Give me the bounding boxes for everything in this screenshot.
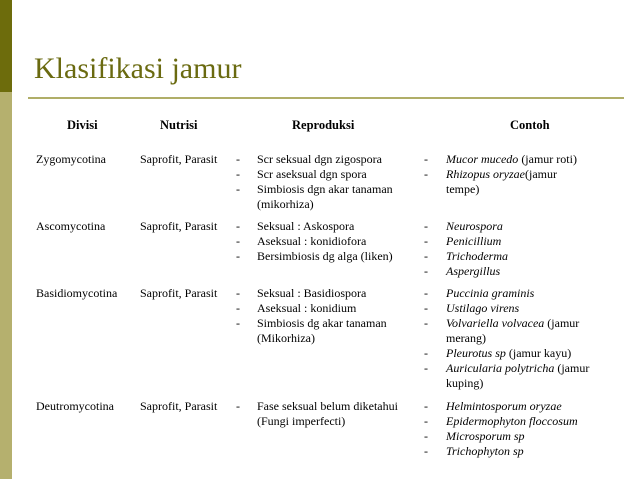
species-name: Puccinia graminis: [446, 286, 535, 300]
bullet-dash: -: [236, 152, 240, 166]
reproduksi-item: Aseksual : konidiofora: [257, 234, 367, 248]
cell-divisi: Deutromycotina: [36, 399, 114, 413]
bullet-dash: -: [236, 167, 240, 181]
bullet-dash: -: [236, 182, 240, 196]
contoh-item: [446, 331, 486, 346]
cell-divisi: Zygomycotina: [36, 152, 106, 166]
contoh-item: [446, 316, 579, 331]
cell-divisi: Basidiomycotina: [36, 286, 118, 300]
bullet-dash: -: [236, 399, 240, 413]
bullet-dash: -: [424, 264, 428, 278]
species-note: kuping): [446, 376, 484, 390]
reproduksi-item: (mikorhiza): [257, 197, 314, 211]
bullet-dash: -: [236, 219, 240, 233]
bullet-dash: -: [424, 316, 428, 330]
species-name: Aspergillus: [446, 264, 501, 278]
reproduksi-item: Bersimbiosis dg alga (liken): [257, 249, 393, 263]
contoh-item: [446, 286, 534, 301]
bullet-dash: -: [424, 152, 428, 166]
species-name: Trichoderma: [446, 249, 509, 263]
reproduksi-item: (Mikorhiza): [257, 331, 315, 345]
contoh-item: [446, 234, 501, 249]
species-note: merang): [446, 331, 486, 345]
contoh-item: [446, 152, 577, 167]
contoh-item: [446, 444, 524, 459]
bullet-dash: -: [424, 301, 428, 315]
header-reproduksi: Reproduksi: [292, 118, 355, 132]
species-name: Microsporum sp: [446, 429, 525, 443]
species-name: Volvariella volvacea: [446, 316, 545, 330]
reproduksi-item: (Fungi imperfecti): [257, 414, 346, 428]
reproduksi-item: Scr aseksual dgn spora: [257, 167, 367, 181]
reproduksi-item: Simbiosis dgn akar tanaman: [257, 182, 393, 196]
bullet-dash: -: [236, 234, 240, 248]
species-name: Neurospora: [446, 219, 503, 233]
sidebar-light-segment: [0, 92, 12, 479]
bullet-dash: -: [424, 346, 428, 360]
species-name: Auricularia polytricha: [446, 361, 555, 375]
contoh-item: [446, 219, 503, 234]
bullet-dash: -: [424, 414, 428, 428]
contoh-item: [446, 361, 589, 376]
species-name: Penicillium: [446, 234, 502, 248]
contoh-item: [446, 429, 525, 444]
bullet-dash: -: [424, 167, 428, 181]
bullet-dash: -: [424, 361, 428, 375]
species-note: (jamur kayu): [505, 346, 572, 360]
contoh-item: [446, 399, 562, 414]
reproduksi-item: Aseksual : konidium: [257, 301, 357, 315]
contoh-item: [446, 376, 483, 391]
bullet-dash: -: [236, 301, 240, 315]
bullet-dash: -: [424, 219, 428, 233]
slide-title: Klasifikasi jamur: [34, 52, 242, 85]
contoh-item: [446, 249, 508, 264]
species-name: Trichophyton sp: [446, 444, 524, 458]
cell-divisi: Ascomycotina: [36, 219, 106, 233]
species-name: Helmintosporum oryzae: [446, 399, 562, 413]
title-underline-rule: [28, 97, 624, 99]
contoh-item: [446, 167, 557, 182]
contoh-item: [446, 301, 519, 316]
bullet-dash: -: [424, 444, 428, 458]
species-name: Epidermophyton floccosum: [446, 414, 578, 428]
species-note: (jamur: [525, 167, 557, 181]
reproduksi-item: Scr seksual dgn zigospora: [257, 152, 382, 166]
header-divisi: Divisi: [67, 118, 98, 132]
reproduksi-item: Simbiosis dg akar tanaman: [257, 316, 387, 330]
species-name: Mucor mucedo: [446, 152, 519, 166]
header-contoh: Contoh: [510, 118, 550, 132]
bullet-dash: -: [236, 316, 240, 330]
cell-nutrisi: Saprofit, Parasit: [140, 152, 218, 166]
contoh-item: [446, 264, 500, 279]
species-name: Pleurotus sp: [446, 346, 506, 360]
species-name: Ustilago virens: [446, 301, 520, 315]
contoh-item: [446, 182, 479, 197]
reproduksi-item: Seksual : Askospora: [257, 219, 355, 233]
cell-nutrisi: Saprofit, Parasit: [140, 286, 218, 300]
slide-sidebar-bar: [0, 0, 12, 479]
header-nutrisi: Nutrisi: [160, 118, 198, 132]
species-note: (jamur: [554, 361, 590, 375]
contoh-item: [446, 414, 578, 429]
cell-nutrisi: Saprofit, Parasit: [140, 219, 218, 233]
species-note: (jamur roti): [518, 152, 577, 166]
bullet-dash: -: [424, 286, 428, 300]
bullet-dash: -: [424, 234, 428, 248]
species-note: tempe): [446, 182, 480, 196]
bullet-dash: -: [236, 249, 240, 263]
bullet-dash: -: [236, 286, 240, 300]
species-note: (jamur: [544, 316, 580, 330]
bullet-dash: -: [424, 429, 428, 443]
reproduksi-item: Fase seksual belum diketahui: [257, 399, 398, 413]
species-name: Rhizopus oryzae: [446, 167, 525, 181]
sidebar-dark-segment: [0, 0, 12, 92]
reproduksi-item: Seksual : Basidiospora: [257, 286, 367, 300]
cell-nutrisi: Saprofit, Parasit: [140, 399, 218, 413]
bullet-dash: -: [424, 249, 428, 263]
bullet-dash: -: [424, 399, 428, 413]
contoh-item: [446, 346, 571, 361]
